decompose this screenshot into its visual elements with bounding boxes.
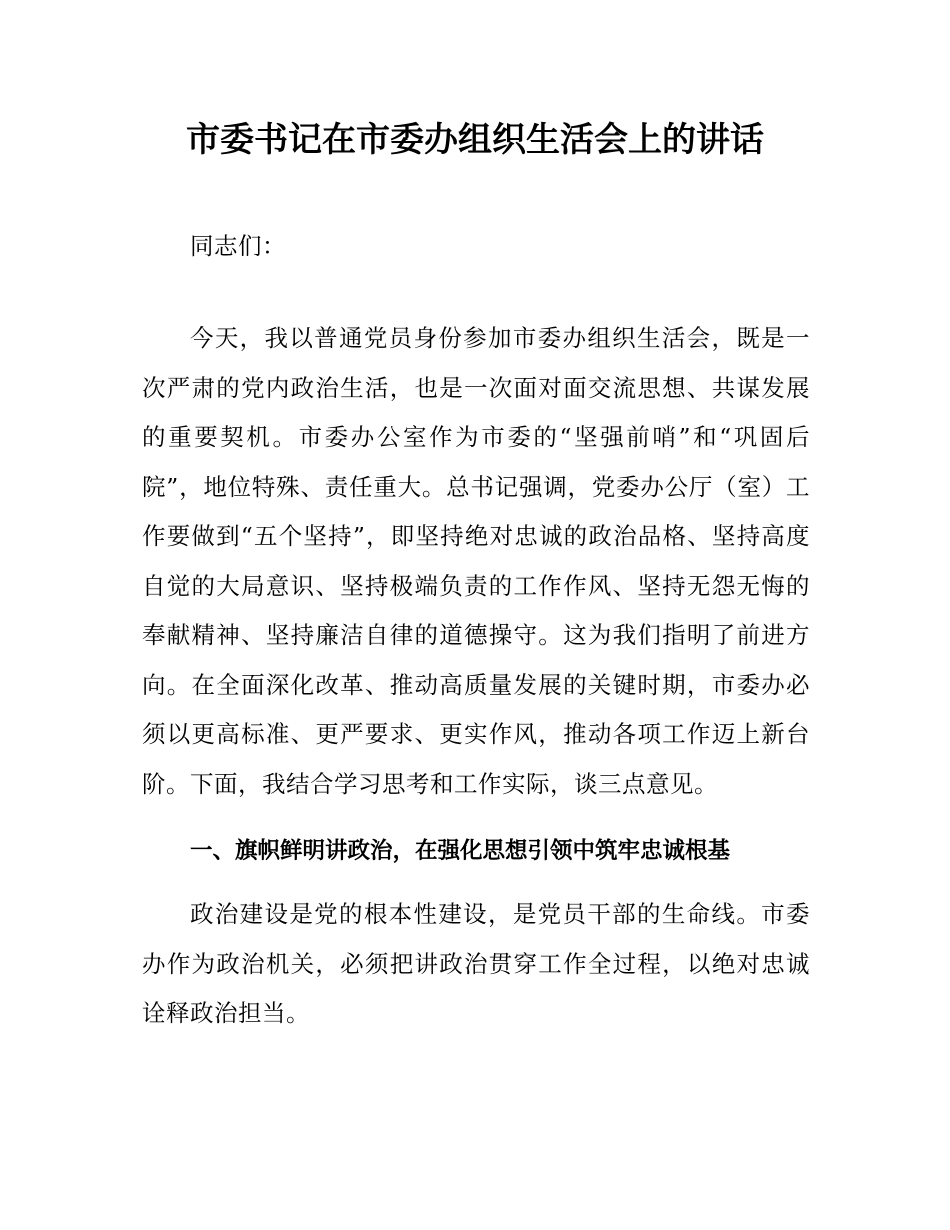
paragraph-intro: 今天，我以普通党员身份参加市委办组织生活会，既是一次严肃的党内政治生活，也是一次面对面交流思想、共谋发展的重要契机。市委办公室作为市委的“坚强前哨”和“巩固后院”，地位特殊、责任重大。总书记强调，党委办公厅（室）工作要做到“五个坚持”，即坚持绝对忠诚的政治品格、坚持高度自觉的大局意识、坚持极端负责的工作作风、坚持无怨无悔的奉献精神、坚持廉洁自律的道德操守。这为我们指明了前进方向。在全面深化改革、推动高质量发展的关键时期，市委办必须以更高标准、更严要求、更实作风，推动各项工作迈上新台阶。下面，我结合学习思考和工作实际，谈三点意见。 (142, 324, 810, 798)
section-heading-1: 一、旗帜鲜明讲政治，在强化思想引领中筑牢忠诚根基 (190, 838, 731, 864)
document-title: 市委书记在市委办组织生活会上的讲话 (186, 120, 764, 160)
paragraph-section-1: 政治建设是党的根本性建设，是党员干部的生命线。市委办作为政治机关，必须把讲政治贯穿工作全过程，以绝对忠诚诠释政治担当。 (142, 900, 810, 1027)
salutation: 同志们： (190, 232, 286, 260)
